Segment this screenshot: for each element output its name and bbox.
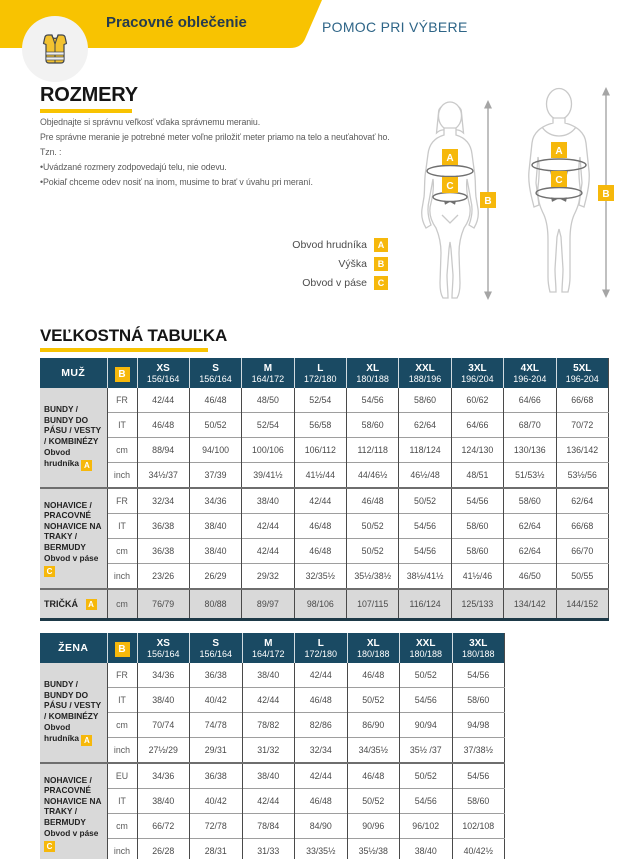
height-badge-B — [480, 192, 496, 208]
legend-badge-C: C — [374, 276, 388, 290]
measure-badge-A: A — [81, 735, 92, 746]
unit-cell: cm — [107, 814, 137, 839]
size-value-cell: 90/96 — [347, 814, 400, 839]
size-height-range: 156/164 — [146, 648, 180, 659]
size-value-cell: 78/82 — [242, 713, 295, 738]
size-value-cell: 74/78 — [190, 713, 243, 738]
size-header-cell — [347, 633, 400, 663]
size-value-cell: 70/74 — [137, 713, 190, 738]
size-header-cell — [189, 358, 241, 388]
size-value-cell: 62/64 — [504, 539, 556, 564]
chest-badge-A — [551, 142, 567, 158]
intro-bullet: •Uvádzané rozmery zodpovedajú telu, nie odevu. — [40, 162, 227, 172]
garment-group-label: NOHAVICE / PRACOVNÉ NOHAVICE NA TRAKY / BERMUDY — [44, 774, 102, 827]
size-value-cell: 52/54 — [294, 388, 346, 413]
size-value-cell: 76/79 — [137, 589, 189, 620]
size-value-cell: 32/34 — [295, 738, 348, 764]
unit-cell: IT — [107, 514, 137, 539]
size-value-cell: 28/31 — [190, 839, 243, 859]
measure-sub-label: Obvod v páse C — [44, 828, 99, 852]
size-value-cell: 44/46½ — [347, 463, 399, 489]
size-value-cell: 66/70 — [556, 539, 609, 564]
size-height-range: 164/172 — [251, 373, 285, 384]
banner-title: Pracovné oblečenie — [106, 14, 247, 31]
gender-header-cell: MUŽ — [40, 358, 107, 388]
size-value-cell: 38/40 — [242, 763, 295, 789]
svg-text:C: C — [446, 181, 454, 192]
size-header-cell — [242, 358, 294, 388]
size-name: L — [317, 637, 324, 649]
size-value-cell: 35½/38 — [347, 839, 400, 859]
size-value-cell: 50/52 — [347, 688, 400, 713]
size-name: XL — [366, 637, 380, 649]
size-value-cell: 125/133 — [451, 589, 503, 620]
waist-badge-C — [442, 177, 458, 193]
size-value-cell: 36/38 — [137, 539, 189, 564]
table-row — [40, 488, 609, 514]
unit-cell: cm — [107, 589, 137, 620]
size-value-cell: 58/60 — [451, 514, 503, 539]
garment-group-label: BUNDY / BUNDY DO PÁSU / VESTY / KOMBINÉZY — [44, 404, 102, 446]
table-row — [40, 814, 505, 839]
size-value-cell: 116/124 — [399, 589, 451, 620]
size-value-cell: 46/48 — [295, 789, 348, 814]
size-header-cell — [294, 358, 346, 388]
unit-cell: IT — [107, 413, 137, 438]
size-value-cell: 50/55 — [556, 564, 609, 590]
unit-cell: cm — [107, 438, 137, 463]
size-value-cell: 118/124 — [399, 438, 451, 463]
rozmery-underline — [40, 109, 132, 113]
intro-line: Pre správne meranie je potrebné meter voľne priložiť meter priamo na telo a neuťahovať ho. — [40, 132, 390, 142]
measurement-legend — [228, 238, 388, 295]
size-height-range: 196-204 — [513, 373, 547, 384]
intro-line: Objednajte si správnu veľkosť vďaka správnemu meraniu. — [40, 117, 261, 127]
size-value-cell: 33/35½ — [295, 839, 348, 859]
legend-badge-A: A — [374, 238, 388, 252]
table-row — [40, 539, 609, 564]
size-value-cell: 58/60 — [399, 388, 451, 413]
women-size-table-container — [40, 633, 505, 859]
size-value-cell: 29/32 — [242, 564, 294, 590]
row-label-cell — [40, 488, 107, 589]
size-value-cell: 46/48 — [294, 539, 346, 564]
size-value-cell: 36/38 — [137, 514, 189, 539]
size-value-cell: 100/106 — [242, 438, 294, 463]
table-header-row — [40, 633, 505, 663]
size-value-cell: 50/52 — [400, 763, 453, 789]
garment-group-label: BUNDY / BUNDY DO PÁSU / VESTY / KOMBINÉZY — [44, 679, 102, 721]
size-value-cell: 34/36 — [189, 488, 241, 514]
table-row — [40, 763, 505, 789]
rozmery-title: ROZMERY — [40, 84, 138, 106]
size-height-range: 196/204 — [461, 373, 494, 384]
table-row — [40, 738, 505, 764]
size-value-cell: 42/44 — [137, 388, 189, 413]
size-value-cell: 53½/56 — [556, 463, 609, 489]
size-value-cell: 37/39 — [189, 463, 241, 489]
size-name: XS — [156, 637, 170, 649]
size-table-women — [40, 633, 505, 859]
size-value-cell: 35½/38½ — [347, 564, 399, 590]
size-value-cell: 27½/29 — [137, 738, 190, 764]
size-value-cell: 29/31 — [190, 738, 243, 764]
size-value-cell: 58/60 — [451, 539, 503, 564]
size-name: 5XL — [573, 362, 592, 374]
unit-cell: FR — [107, 488, 137, 514]
size-value-cell: 54/56 — [400, 789, 453, 814]
safety-vest-icon — [35, 29, 75, 69]
height-badge-header-cell — [107, 358, 137, 388]
vest-badge-circle — [22, 16, 88, 82]
table-row — [40, 388, 609, 413]
size-value-cell: 54/56 — [452, 663, 505, 688]
size-height-range: 180/188 — [356, 373, 389, 384]
size-value-cell: 38½/41½ — [399, 564, 451, 590]
size-value-cell: 66/68 — [556, 514, 609, 539]
table-row — [40, 589, 609, 620]
size-value-cell: 66/68 — [556, 388, 609, 413]
size-value-cell: 50/52 — [347, 539, 399, 564]
svg-text:A: A — [555, 146, 563, 157]
size-value-cell: 39/41½ — [242, 463, 294, 489]
unit-cell: FR — [107, 663, 137, 688]
legend-row-height — [228, 257, 388, 271]
table-row — [40, 839, 505, 859]
size-value-cell: 42/44 — [242, 514, 294, 539]
intro-bullet: •Pokiaľ chceme odev nosiť na inom, musime to brať v úvahu pri meraní. — [40, 177, 313, 187]
size-height-range: 156/164 — [146, 373, 180, 384]
size-name: XXL — [416, 637, 436, 649]
size-height-range: 180/188 — [461, 648, 495, 659]
size-value-cell: 48/50 — [242, 388, 294, 413]
size-height-range: 156/164 — [199, 648, 233, 659]
size-value-cell: 46/48 — [137, 413, 189, 438]
unit-cell: inch — [107, 463, 137, 489]
size-value-cell: 68/70 — [504, 413, 556, 438]
men-size-table-container — [40, 358, 609, 621]
size-value-cell: 62/64 — [556, 488, 609, 514]
size-header-cell — [295, 633, 348, 663]
legend-row-waist — [228, 276, 388, 290]
size-name: M — [263, 362, 273, 374]
size-header-cell — [556, 358, 609, 388]
measure-badge-A: A — [86, 599, 97, 610]
size-value-cell: 134/142 — [504, 589, 556, 620]
size-height-range: 180/188 — [356, 648, 390, 659]
legend-label: Obvod v páse — [302, 277, 367, 289]
row-label-cell — [40, 388, 107, 488]
size-value-cell: 80/88 — [189, 589, 241, 620]
size-height-range: 196-204 — [565, 373, 599, 384]
unit-cell: inch — [107, 839, 137, 859]
size-value-cell: 42/44 — [242, 539, 294, 564]
size-value-cell: 64/66 — [451, 413, 503, 438]
size-value-cell: 46/48 — [295, 688, 348, 713]
table-row — [40, 663, 505, 688]
size-value-cell: 48/51 — [451, 463, 503, 489]
size-value-cell: 70/72 — [556, 413, 609, 438]
size-value-cell: 46/48 — [347, 663, 400, 688]
size-value-cell: 38/40 — [189, 514, 241, 539]
size-value-cell: 31/32 — [242, 738, 295, 764]
size-value-cell: 54/56 — [399, 539, 451, 564]
size-value-cell: 78/84 — [242, 814, 295, 839]
svg-text:B: B — [484, 196, 492, 207]
legend-label: Výška — [338, 258, 367, 270]
size-value-cell: 32/34 — [137, 488, 189, 514]
table-row — [40, 688, 505, 713]
intro-line: Tzn. : — [40, 147, 62, 157]
size-value-cell: 102/108 — [452, 814, 505, 839]
size-value-cell: 54/56 — [452, 763, 505, 789]
size-value-cell: 50/52 — [347, 789, 400, 814]
garment-group-label: NOHAVICE / PRACOVNÉ NOHAVICE NA TRAKY / BERMUDY — [44, 499, 102, 552]
size-value-cell: 42/44 — [294, 488, 346, 514]
size-value-cell: 124/130 — [451, 438, 503, 463]
size-value-cell: 54/56 — [400, 688, 453, 713]
size-height-range: 180/188 — [409, 648, 443, 659]
size-name: 4XL — [520, 362, 539, 374]
measure-sub-label: Obvod hrudníka A — [44, 447, 103, 471]
size-value-cell: 38/40 — [137, 688, 190, 713]
row-label-cell — [40, 763, 107, 859]
size-value-cell: 98/106 — [294, 589, 346, 620]
size-name: S — [212, 637, 220, 649]
size-value-cell: 51/53½ — [504, 463, 556, 489]
unit-cell: IT — [107, 688, 137, 713]
size-height-range: 172/180 — [304, 373, 337, 384]
size-name: L — [317, 362, 324, 374]
size-value-cell: 84/90 — [295, 814, 348, 839]
unit-cell: FR — [107, 388, 137, 413]
row-label-cell — [40, 663, 107, 763]
size-height-range: 156/164 — [199, 373, 232, 384]
size-value-cell: 46½/48 — [399, 463, 451, 489]
size-value-cell: 36/38 — [190, 763, 243, 789]
size-table-men — [40, 358, 609, 621]
measure-badge-C: C — [44, 841, 55, 852]
legend-badge-B: B — [374, 257, 388, 271]
size-value-cell: 37/38½ — [452, 738, 505, 764]
size-height-range: 164/172 — [251, 648, 285, 659]
size-value-cell: 35½ /37 — [400, 738, 453, 764]
size-value-cell: 112/118 — [347, 438, 399, 463]
size-value-cell: 38/40 — [242, 488, 294, 514]
table-row — [40, 438, 609, 463]
size-value-cell: 52/54 — [242, 413, 294, 438]
size-value-cell: 50/52 — [347, 514, 399, 539]
size-header-cell — [452, 633, 505, 663]
size-value-cell: 41½/46 — [451, 564, 503, 590]
page-title: POMOC PRI VÝBERE — [322, 19, 468, 35]
size-value-cell: 46/48 — [347, 488, 399, 514]
waist-badge-C — [551, 171, 567, 187]
size-name: XS — [156, 362, 170, 374]
size-value-cell: 34/36 — [137, 663, 190, 688]
size-value-cell: 46/48 — [347, 763, 400, 789]
size-value-cell: 40/42 — [190, 789, 243, 814]
size-value-cell: 62/64 — [504, 514, 556, 539]
size-value-cell: 90/94 — [400, 713, 453, 738]
size-value-cell: 144/152 — [556, 589, 609, 620]
size-value-cell: 41½/44 — [294, 463, 346, 489]
size-value-cell: 34/35½ — [347, 738, 400, 764]
size-value-cell: 60/62 — [451, 388, 503, 413]
female-measurement-figure — [400, 97, 500, 302]
size-value-cell: 89/97 — [242, 589, 294, 620]
size-value-cell: 31/33 — [242, 839, 295, 859]
size-value-cell: 46/50 — [504, 564, 556, 590]
size-value-cell: 66/72 — [137, 814, 190, 839]
size-value-cell: 86/90 — [347, 713, 400, 738]
size-header-cell — [190, 633, 243, 663]
size-value-cell: 42/44 — [242, 688, 295, 713]
chest-badge-A — [442, 149, 458, 165]
measure-badge-B: B — [115, 642, 130, 657]
size-value-cell: 26/28 — [137, 839, 190, 859]
size-header-cell — [504, 358, 556, 388]
size-value-cell: 96/102 — [400, 814, 453, 839]
size-value-cell: 94/100 — [189, 438, 241, 463]
male-measurement-figure — [504, 85, 616, 300]
size-value-cell: 82/86 — [295, 713, 348, 738]
size-value-cell: 38/40 — [137, 789, 190, 814]
measuring-instructions — [40, 117, 440, 192]
svg-text:C: C — [555, 175, 563, 186]
size-header-cell — [400, 633, 453, 663]
row-label-cell — [40, 589, 107, 620]
size-value-cell: 72/78 — [190, 814, 243, 839]
size-value-cell: 58/60 — [452, 688, 505, 713]
table-row — [40, 564, 609, 590]
size-height-range: 172/180 — [304, 648, 338, 659]
size-table-title: VEĽKOSTNÁ TABUĽKA — [40, 326, 228, 345]
svg-text:A: A — [446, 153, 454, 164]
size-value-cell: 50/52 — [189, 413, 241, 438]
size-name: XL — [366, 362, 380, 374]
size-header-cell — [399, 358, 451, 388]
size-name: S — [212, 362, 219, 374]
size-value-cell: 40/42½ — [452, 839, 505, 859]
size-name: M — [264, 637, 273, 649]
size-value-cell: 88/94 — [137, 438, 189, 463]
size-name: 3XL — [468, 362, 487, 374]
size-value-cell: 23/26 — [137, 564, 189, 590]
size-value-cell: 42/44 — [295, 763, 348, 789]
size-value-cell: 94/98 — [452, 713, 505, 738]
size-value-cell: 38/40 — [400, 839, 453, 859]
size-value-cell: 56/58 — [294, 413, 346, 438]
measure-badge-C: C — [44, 566, 55, 577]
size-value-cell: 64/66 — [504, 388, 556, 413]
size-value-cell: 40/42 — [190, 688, 243, 713]
size-value-cell: 54/56 — [451, 488, 503, 514]
size-value-cell: 54/56 — [399, 514, 451, 539]
table-row — [40, 713, 505, 738]
size-value-cell: 36/38 — [190, 663, 243, 688]
size-value-cell: 38/40 — [189, 539, 241, 564]
table-row — [40, 413, 609, 438]
size-value-cell: 58/60 — [504, 488, 556, 514]
garment-group-label: TRIČKÁ A — [44, 599, 103, 610]
height-badge-B — [598, 185, 614, 201]
size-value-cell: 46/48 — [294, 514, 346, 539]
size-value-cell: 42/44 — [242, 789, 295, 814]
size-value-cell: 130/136 — [504, 438, 556, 463]
size-value-cell: 34½/37 — [137, 463, 189, 489]
size-header-cell — [451, 358, 503, 388]
size-value-cell: 58/60 — [452, 789, 505, 814]
size-header-cell — [242, 633, 295, 663]
table-row — [40, 463, 609, 489]
size-value-cell: 32/35½ — [294, 564, 346, 590]
size-value-cell: 42/44 — [295, 663, 348, 688]
height-badge-header-cell — [107, 633, 137, 663]
measure-sub-label: Obvod hrudníka A — [44, 722, 103, 746]
measure-badge-A: A — [81, 460, 92, 471]
gender-header-cell: ŽENA — [40, 633, 107, 663]
size-value-cell: 106/112 — [294, 438, 346, 463]
unit-cell: cm — [107, 713, 137, 738]
unit-cell: IT — [107, 789, 137, 814]
size-height-range: 188/196 — [408, 373, 442, 384]
size-name: 3XL — [469, 637, 488, 649]
size-value-cell: 107/115 — [347, 589, 399, 620]
size-value-cell: 38/40 — [242, 663, 295, 688]
legend-row-chest — [228, 238, 388, 252]
unit-cell: cm — [107, 539, 137, 564]
measure-sub-label: Obvod v páse C — [44, 553, 99, 577]
unit-cell: EU — [107, 763, 137, 789]
legend-label: Obvod hrudníka — [292, 239, 367, 251]
size-table-underline — [40, 348, 208, 352]
measure-badge-B: B — [115, 367, 130, 382]
size-header-cell — [347, 358, 399, 388]
unit-cell: inch — [107, 738, 137, 764]
size-value-cell: 58/60 — [347, 413, 399, 438]
size-value-cell: 50/52 — [400, 663, 453, 688]
table-row — [40, 514, 609, 539]
size-value-cell: 26/29 — [189, 564, 241, 590]
size-value-cell: 136/142 — [556, 438, 609, 463]
size-value-cell: 46/48 — [189, 388, 241, 413]
size-value-cell: 54/56 — [347, 388, 399, 413]
size-header-cell — [137, 358, 189, 388]
size-value-cell: 34/36 — [137, 763, 190, 789]
svg-text:B: B — [602, 189, 610, 200]
size-value-cell: 62/64 — [399, 413, 451, 438]
unit-cell: inch — [107, 564, 137, 590]
size-header-cell — [137, 633, 190, 663]
size-name: XXL — [415, 362, 435, 374]
table-header-row — [40, 358, 609, 388]
table-row — [40, 789, 505, 814]
size-value-cell: 50/52 — [399, 488, 451, 514]
